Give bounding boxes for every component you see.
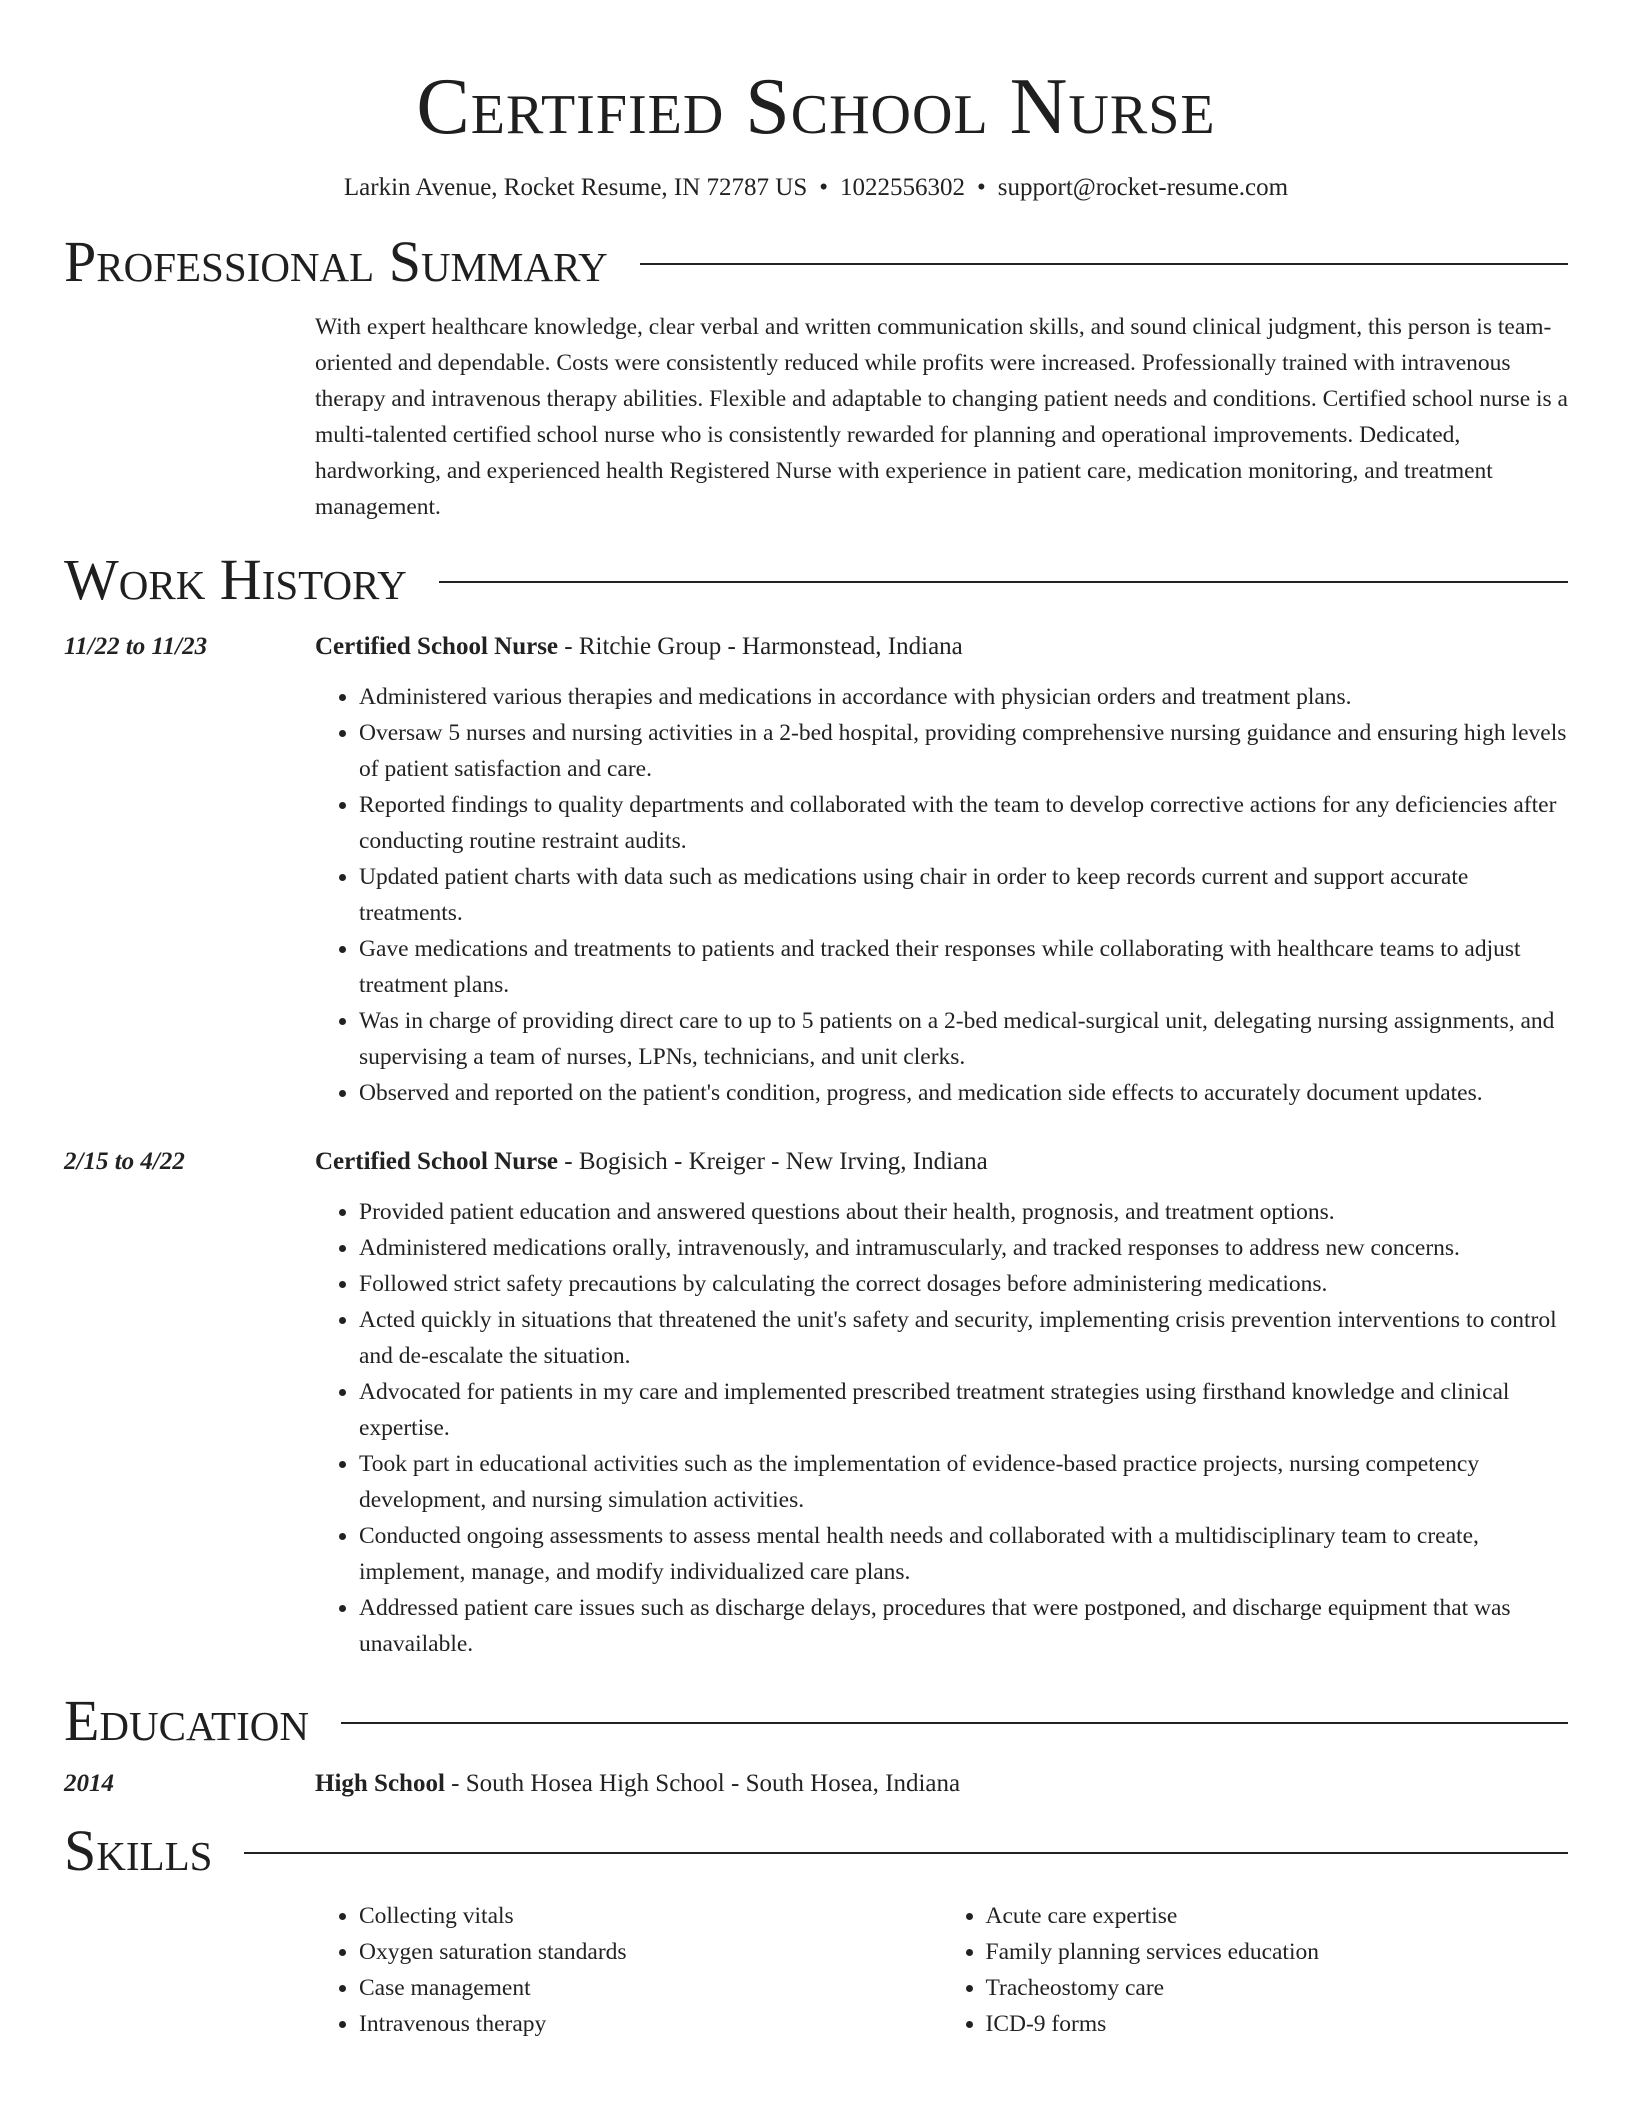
work-section-title: Work History	[64, 547, 407, 612]
job-bullet: • Administered various therapies and medications in accordance with physician orders and treatment plans.	[359, 679, 1568, 715]
education-degree: High School	[315, 1770, 445, 1797]
job-bullet: • Gave medications and treatments to patients and tracked their responses while collaborating with healthcare teams to adjust treatment plans.	[359, 931, 1568, 1003]
education-section-title: Education	[64, 1688, 309, 1753]
section-divider	[439, 581, 1568, 583]
contact-phone: 1022556302	[840, 174, 966, 201]
skills-list	[315, 1898, 1568, 2042]
skill-item: • Family planning services education	[986, 1934, 1569, 1970]
skill-item: • Acute care expertise	[986, 1898, 1569, 1934]
job-bullet: • Addressed patient care issues such as discharge delays, procedures that were postponed, and discharge equipment that was unavailable.	[359, 1590, 1568, 1662]
job-role: Certified School Nurse	[315, 633, 559, 660]
skill-item: • Tracheostomy care	[986, 1970, 1569, 2006]
section-divider	[341, 1722, 1568, 1724]
work-section-header	[64, 547, 1568, 613]
skills-section-header	[64, 1818, 1568, 1884]
contact-separator: •	[977, 174, 986, 201]
job-bullet: • Was in charge of providing direct care to up to 5 patients on a 2-bed medical-surgical unit, delegating nursing assignments, and supervising a team of nurses, LPNs, technicians, and unit clerks.	[359, 1003, 1568, 1075]
job-bullet: • Administered medications orally, intravenously, and intramuscularly, and tracked responses to address new concerns.	[359, 1230, 1568, 1266]
section-divider	[244, 1852, 1568, 1854]
job-dates: 11/22 to 11/23	[64, 633, 208, 660]
job-dates: 2/15 to 4/22	[64, 1148, 185, 1175]
job-bullet: • Acted quickly in situations that threatened the unit's safety and security, implementing crisis prevention interventions to control and de-escalate the situation.	[359, 1302, 1568, 1374]
resume-page	[64, 0, 1568, 2042]
education-section-header	[64, 1688, 1568, 1754]
section-divider	[640, 263, 1568, 265]
skill-item: • Oxygen saturation standards	[359, 1934, 942, 1970]
skills-column-left	[315, 1898, 942, 2042]
job-title-line	[315, 629, 1568, 665]
job-bullet: • Oversaw 5 nurses and nursing activities in a 2-bed hospital, providing comprehensive nursing guidance and ensuring high levels of patient satisfaction and care.	[359, 715, 1568, 787]
skills-section-title: Skills	[64, 1818, 213, 1883]
contact-email: support@rocket-resume.com	[997, 174, 1289, 201]
job-employer: - Ritchie Group - Harmonstead, Indiana	[558, 633, 963, 660]
job-title-line	[315, 1144, 1568, 1180]
skill-item: • ICD-9 forms	[986, 2006, 1569, 2042]
skill-item: • Intravenous therapy	[359, 2006, 942, 2042]
contact-line	[64, 172, 1568, 204]
contact-separator: •	[819, 174, 829, 201]
education-entry	[64, 1766, 1568, 1802]
job-role: Certified School Nurse	[315, 1148, 559, 1175]
skill-item: • Collecting vitals	[359, 1898, 942, 1934]
job-bullet: • Followed strict safety precautions by calculating the correct dosages before administering medications.	[359, 1266, 1568, 1302]
job-bullet: • Reported findings to quality departments and collaborated with the team to develop corrective actions for any deficiencies after conducting routine restraint audits.	[359, 787, 1568, 859]
education-year: 2014	[64, 1770, 114, 1797]
job-bullet: • Provided patient education and answered questions about their health, prognosis, and treatment options.	[359, 1194, 1568, 1230]
skills-column-right	[942, 1898, 1569, 2042]
summary-section-title: Professional Summary	[64, 229, 608, 294]
summary-text: With expert healthcare knowledge, clear verbal and written communication skills, and sound clinical judgment, this person is team-oriented and dependable. Costs were consistently reduced while profits were increased. Professionally trained with intravenous therapy and intravenous therapy abilities. Flexible and adaptable to changing patient needs and conditions. Certified school nurse is a multi-talented certified school nurse who is consistently rewarded for planning and operational improvements. Dedicated, hardworking, and experienced health Registered Nurse with experience in patient care, medication monitoring, and treatment management.	[315, 314, 1568, 520]
job-bullet: • Observed and reported on the patient's condition, progress, and medication side effects to accurately document updates.	[359, 1075, 1568, 1111]
job-bullet: • Took part in educational activities such as the implementation of evidence-based practice projects, nursing competency development, and nursing simulation activities.	[359, 1446, 1568, 1518]
job-bullet-list	[315, 679, 1568, 1111]
contact-address: Larkin Avenue, Rocket Resume, IN 72787 US	[343, 174, 808, 201]
job-bullet-list	[315, 1194, 1568, 1662]
summary-section-header	[64, 229, 1568, 295]
resume-name: Certified School Nurse	[416, 63, 1216, 151]
education-line	[315, 1766, 1568, 1802]
job-entry	[64, 629, 1568, 1111]
job-employer: - Bogisich - Kreiger - New Irving, Indiana	[558, 1148, 988, 1175]
skill-item: • Case management	[359, 1970, 942, 2006]
job-bullet: • Conducted ongoing assessments to assess mental health needs and collaborated with a multidisciplinary team to create, implement, manage, and modify individualized care plans.	[359, 1518, 1568, 1590]
job-bullet: • Updated patient charts with data such as medications using chair in order to keep records current and support accurate treatments.	[359, 859, 1568, 931]
job-entry	[64, 1144, 1568, 1662]
education-school: - South Hosea High School - South Hosea, Indiana	[444, 1770, 961, 1797]
job-bullet: • Advocated for patients in my care and implemented prescribed treatment strategies using firsthand knowledge and clinical expertise.	[359, 1374, 1568, 1446]
